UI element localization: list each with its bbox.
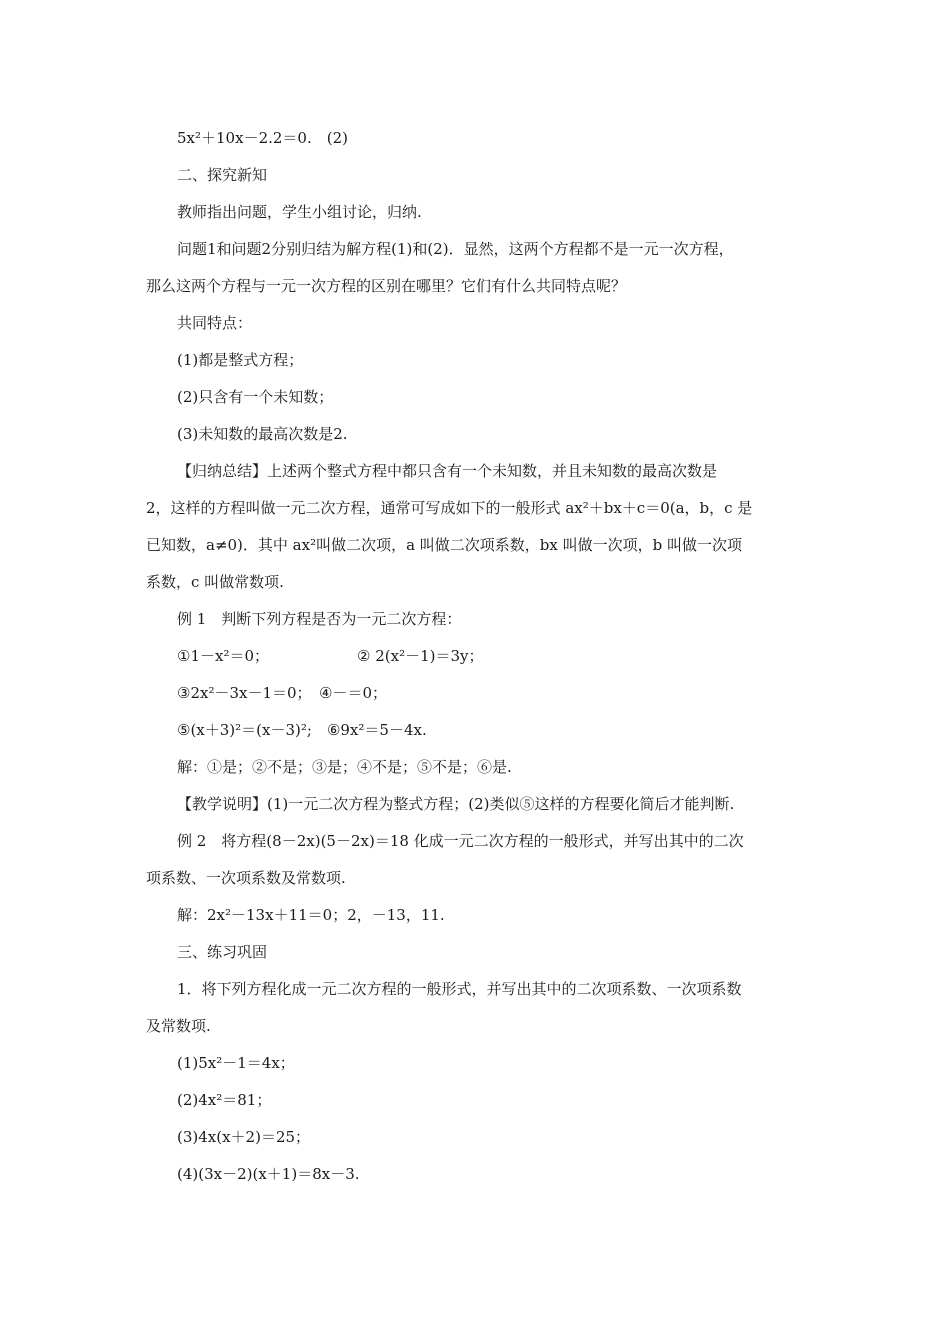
summary-line3: 已知数，a≠0)．其中 ax²叫做二次项，a 叫做二次项系数，bx 叫做一次项，b 叫做一次项: [146, 536, 743, 554]
exercise-item-1: (1)5x²－1＝4x；: [177, 1054, 295, 1072]
summary-line2: 2，这样的方程叫做一元二次方程，通常可写成如下的一般形式 ax²＋bx＋c＝0(a，b，c 是: [146, 499, 753, 517]
teaching-note: 【教学说明】(1)一元二次方程为整式方程；(2)类似⑤这样的方程要化简后才能判断.: [177, 795, 735, 813]
feature-1: (1)都是整式方程；: [177, 351, 304, 369]
paragraph-question-line2: 那么这两个方程与一元一次方程的区别在哪里？它们有什么共同特点呢？: [146, 277, 627, 295]
example-2-line2: 项系数、一次项系数及常数项.: [146, 869, 346, 887]
paragraph-teacher: 教师指出问题，学生小组讨论，归纳.: [177, 203, 422, 221]
equation-2: 5x²＋10x－2.2＝0. (2): [177, 129, 348, 147]
paragraph-question-line1: 问题1和问题2分别归结为解方程(1)和(2)．显然，这两个方程都不是一元一次方程，: [177, 240, 734, 258]
example-1-item-2: ② 2(x²－1)＝3y；: [357, 647, 484, 665]
feature-2: (2)只含有一个未知数；: [177, 388, 334, 406]
exercise-item-3: (3)4x(x＋2)＝25；: [177, 1128, 311, 1146]
example-2-answer: 解：2x²－13x＋11＝0；2，－13，11.: [177, 906, 445, 924]
section-heading-explore: 二、探究新知: [177, 166, 268, 184]
example-2-line1: 例 2 将方程(8－2x)(5－2x)＝18 化成一元二次方程的一般形式，并写出其中的二次: [177, 832, 744, 850]
summary-line1: 【归纳总结】上述两个整式方程中都只含有一个未知数，并且未知数的最高次数是: [177, 462, 718, 480]
example-1-answer: 解：①是；②不是；③是；④不是；⑤不是；⑥是.: [177, 758, 512, 776]
exercise-1-line2: 及常数项.: [146, 1017, 211, 1035]
example-1-items-3-4: ③2x²－3x－1＝0； ④－＝0；: [177, 684, 388, 702]
exercise-1-line1: 1．将下列方程化成一元二次方程的一般形式，并写出其中的二次项系数、一次项系数: [177, 980, 742, 998]
example-1-items-5-6: ⑤(x＋3)²＝(x－3)²; ⑥9x²＝5－4x.: [177, 721, 427, 739]
feature-3: (3)未知数的最高次数是2.: [177, 425, 348, 443]
features-heading: 共同特点：: [177, 314, 253, 332]
section-heading-practice: 三、练习巩固: [177, 943, 268, 961]
exercise-item-4: (4)(3x－2)(x＋1)＝8x－3.: [177, 1165, 360, 1183]
example-1-prompt: 例 1 判断下列方程是否为一元二次方程：: [177, 610, 462, 628]
exercise-item-2: (2)4x²＝81；: [177, 1091, 272, 1109]
example-1-item-1: ①1－x²＝0；: [177, 647, 270, 665]
summary-line4: 系数，c 叫做常数项.: [146, 573, 284, 591]
